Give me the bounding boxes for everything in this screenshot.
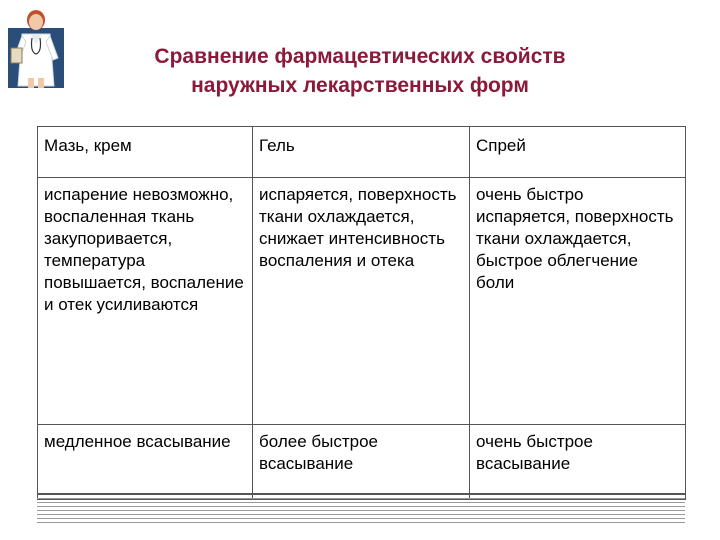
doctor-icon — [8, 8, 64, 88]
table-cell: Гель — [253, 127, 470, 178]
table-row — [38, 425, 686, 500]
table-cell: более быстрое всасывание — [253, 425, 470, 500]
table-cell: испарение невозможно, воспаленная ткань закупоривается, температура повышается, воспаление и отек усиливаются — [38, 178, 253, 425]
page-title — [90, 42, 630, 100]
table-cell: Спрей — [470, 127, 686, 178]
footer-divider-lines — [37, 493, 685, 533]
table-cell: очень быстро испаряется, поверхность ткани охлаждается, быстрое облегчение боли — [470, 178, 686, 425]
table-cell: испаряется, поверхность ткани охлаждается, снижает интенсивность воспаления и отека — [253, 178, 470, 425]
table-cell: очень быстрое всасывание — [470, 425, 686, 500]
table-cell: медленное всасывание — [38, 425, 253, 500]
title-line-2: наружных лекарственных форм — [191, 74, 529, 97]
table-row — [38, 178, 686, 425]
comparison-table — [37, 126, 686, 500]
table-row — [38, 127, 686, 178]
title-line-1: Сравнение фармацевтических свойств — [154, 45, 566, 68]
table-cell: Мазь, крем — [38, 127, 253, 178]
